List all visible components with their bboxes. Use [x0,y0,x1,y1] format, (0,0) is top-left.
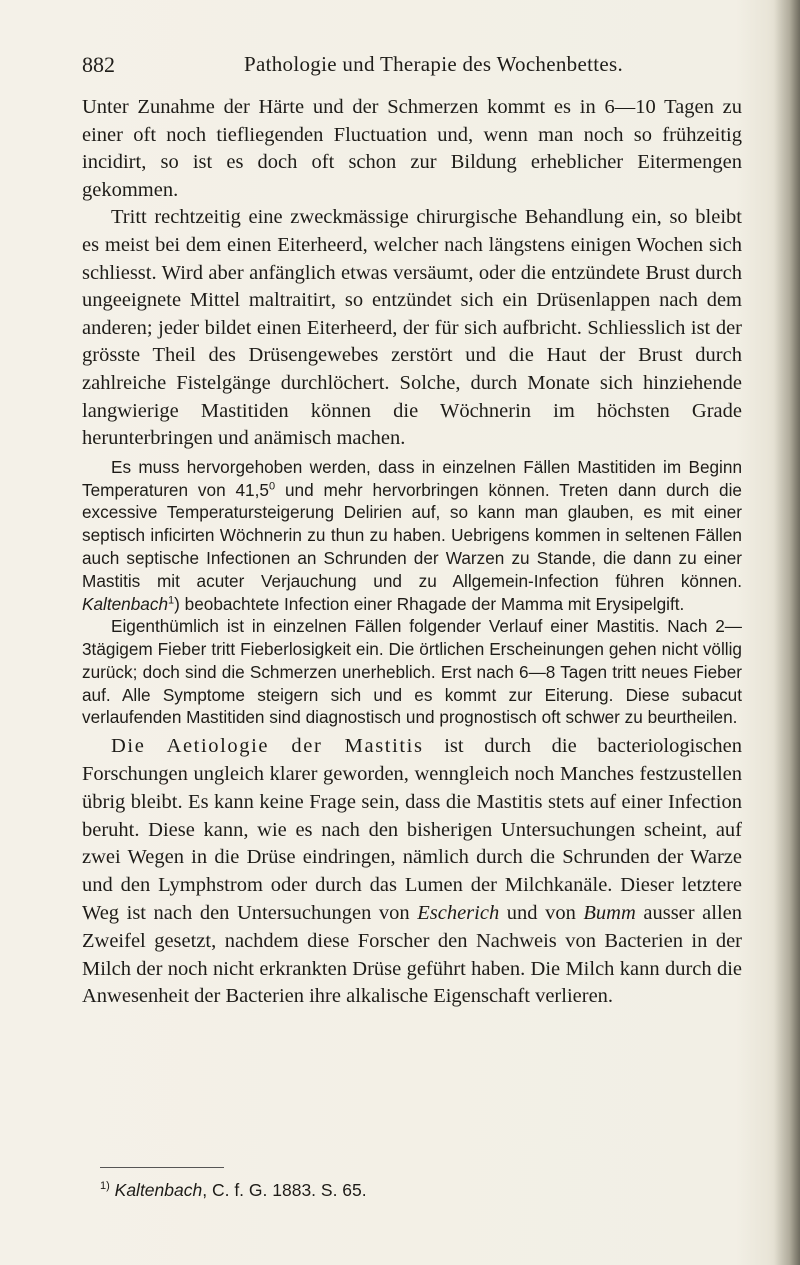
paragraph-aetiology [82,733,742,1011]
footnote-ref: 1 [168,593,175,606]
page-edge-shadow [774,0,800,1265]
main-text [82,94,742,1011]
running-title: Pathologie und Therapie des Wochenbettes. [244,52,623,76]
paragraph-surgical-treatment: Tritt rechtzeitig eine zweckmässige chirurgische Behandlung ein, so bleibt es meist bei dem einen Eiterheerd, welcher nach längstens einigen Wochen sich schliesst. Wird aber anfänglich etwas versäumt, oder die entzündete Brust durch ungeeignete Mittel maltraitirt, so entzündet sich ein Drüsenlappen nach dem anderen; jeder bildet einen Eiterheerd, der für sich aufbricht. Schliesslich ist der grösste Theil des Drüsengewebes zerstört und die Haut der Brust durch zahlreiche Fistelgänge durchlöchert. Solche, durch Monate sich hinziehende langwierige Mastitiden können die Wöchnerin im höchsten Grade herunterbringen und anämisch machen. [82,206,742,450]
paragraph-temperature-note [82,456,742,616]
author-escherich: Escherich [417,902,500,925]
footnote-text: , C. f. G. 1883. S. 65. [202,1180,367,1200]
page-number: 882 [82,52,115,77]
section-heading-aetiology: Die Aetiologie der Mastitis [111,735,424,758]
temperature-note-text-cont: und mehr hervorbringen können. Treten dann durch die excessive Temperatursteigerung Delirien auf, so kann man glauben, es mit einer septisch inficirten Wöchnerin zu thun zu haben. Uebrigens kommen in seltenen Fällen auch septische Infectionen an Schrunden der Warzen zu Stande, die dann zu einer Mastitis mit acuter Verjauchung und zu Allgemein-Infection führen können. [82,479,742,591]
temperature-note-end: ) beobachtete Infection einer Rhagade der Mamma mit Erysipelgift. [174,593,685,614]
aetiology-text: ist durch die bacteriologischen Forschungen ungleich klarer geworden, wenngleich noch Manches festzustellen übrig bleibt. Es kann keine Frage sein, dass die Mastitis stets auf einer Infection beruht. Diese kann, wie es nach den bisherigen Untersuchungen scheint, auf zwei Wegen in die Drüse eindringen, nämlich durch die Schrunden der Warze und den Lymphstrom oder durch das Lumen der Milchkanäle. Dieser letztere Weg ist nach den Untersuchungen von [82,735,742,925]
paragraph-abscess-formation: Unter Zunahme der Härte und der Schmerzen kommt es in 6—10 Tagen zu einer oft noch tiefliegenden Fluctuation und, wenn man noch so frühzeitig incidirt, so ist es doch oft schon zur Bildung erheblicher Eitermengen gekommen. [82,96,742,201]
paragraph-subacute-course: Eigenthümlich ist in einzelnen Fällen folgender Verlauf einer Mastitis. Nach 2—3tägigem Fieber tritt Fieberlosigkeit ein. Die örtlichen Erscheinungen gehen nicht völlig zurück; doch sind die Schmerzen unerheblich. Erst nach 6—8 Tagen tritt neues Fieber auf. Alle Symptome steigern sich und es kommt zur Eiterung. Diese subacut verlaufenden Mastitiden sind diagnostisch und prognostisch oft schwer zu beurtheilen. [82,616,742,728]
aetiology-text-end: ausser allen Zweifel gesetzt, nachdem diese Forscher den Nachweis von Bacterien in der Milch der noch nicht erkrankten Drüse geführt haben. Die Milch kann durch die Anwesenheit der Bacterien ihre alkalische Eigenschaft verlieren. [82,902,742,1008]
author-kaltenbach: Kaltenbach [82,593,169,614]
footnote-rule [100,1167,224,1168]
footnote-marker: 1) [100,1180,110,1193]
page-header [82,52,742,82]
aetiology-text-cont: und von [499,902,584,925]
temperature-note-text: Es muss hervorgehoben werden, dass in einzelnen Fällen Mastitiden im Beginn Temperaturen von 41,5 [82,456,742,500]
footnote-author: Kaltenbach [114,1180,203,1200]
footnote [100,1180,367,1201]
author-bumm: Bumm [583,902,636,925]
degree-mark: 0 [268,479,276,492]
